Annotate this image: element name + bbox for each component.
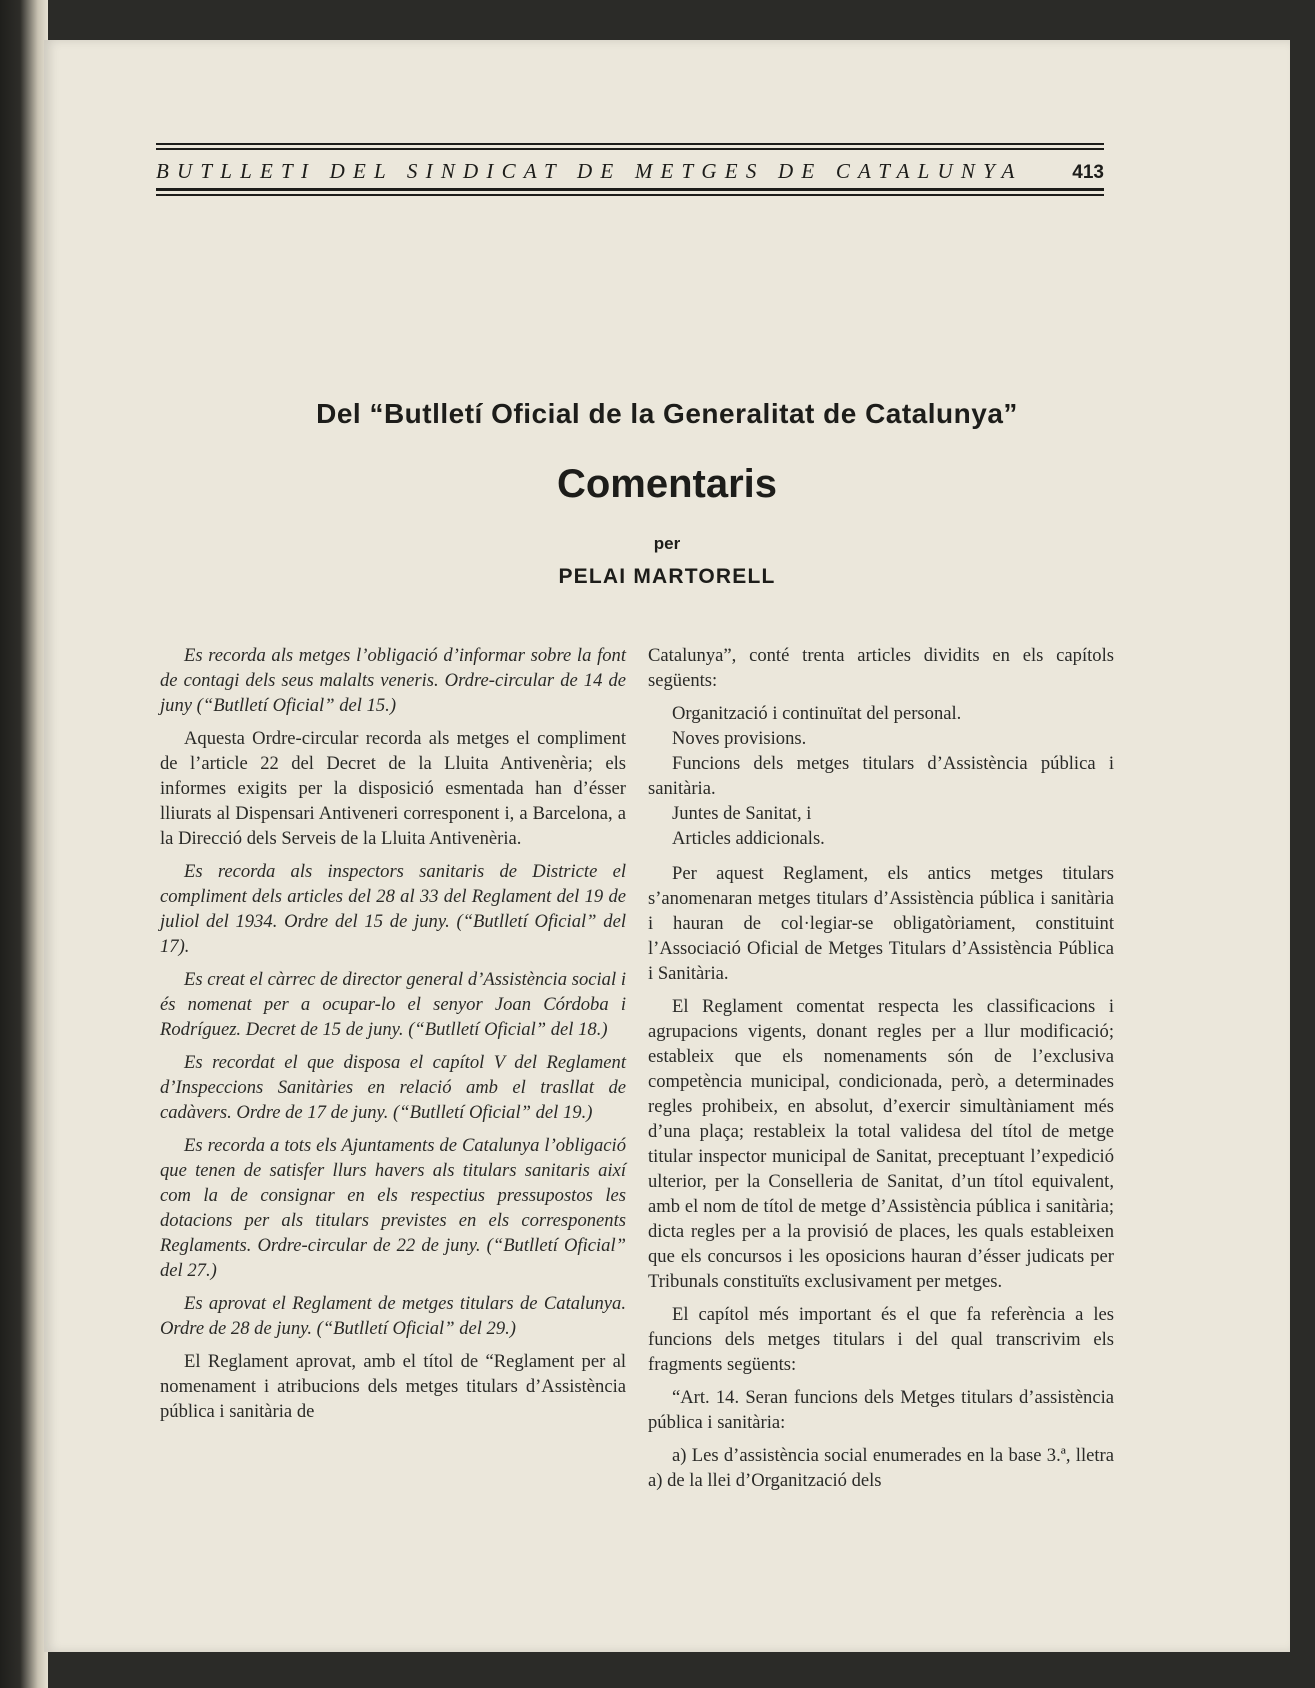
body-paragraph: Aquesta Ordre-circular recorda als metges el compliment de l’article 22 del Decret de la Lluita Antivenèria; els informes exigits per la disposició esmentada han d’ésser lliurats al Dispensari Antiveneri corresponent i, a Barcelona, a la Direcció dels Serveis de la Lluita Antivenèria. xyxy=(160,728,626,849)
byline-author: PELAI MARTORELL xyxy=(558,565,776,588)
notice-paragraph: Es creat el càrrec de director general d’Assistència social i és nomenat per a ocupar-lo el senyor Joan Córdoba i Rodríguez. Decret de 15 de juny. (“Butlletí Oficial” del 18.) xyxy=(160,969,626,1040)
header-bottom-rule xyxy=(156,188,1104,197)
body-paragraph: Catalunya”, conté trenta articles dividits en els capítols següents: xyxy=(648,645,1114,691)
body-paragraph: El capítol més important és el que fa referència a les funcions dels metges titulars i del qual transcrivim els fragments següents: xyxy=(648,1304,1114,1375)
quoted-article: “Art. 14. Seran funcions dels Metges titulars d’assistència pública i sanitària: xyxy=(648,1387,1114,1433)
notice-paragraph: Es recordat el que disposa el capítol V del Reglament d’Inspeccions Sanitàries en relació amb el trasllat de cadàvers. Ordre de 17 de juny. (“Butlletí Oficial” del 19.) xyxy=(160,1052,626,1123)
page-gutter-shadow xyxy=(0,0,48,1688)
chapter-list xyxy=(648,701,1114,851)
header-top-rule xyxy=(156,143,1104,151)
list-item: Funcions dels metges titulars d’Assistència pública i sanitària. xyxy=(648,753,1114,799)
byline-per: per xyxy=(653,534,681,553)
page-number: 413 xyxy=(1072,162,1104,183)
notice-paragraph: Es recorda a tots els Ajuntaments de Catalunya l’obligació que tenen de satisfer llurs havers als titulars sanitaris així com la de consignar en els respectius pressupostos les dotacions per als titulars previstes en els corresponents Reglaments. Ordre-circular de 22 de juny. (“Butlletí Oficial” del 27.) xyxy=(160,1135,626,1281)
list-item: Noves provisions. xyxy=(672,728,807,749)
quoted-clause: a) Les d’assistència social enumerades en la base 3.ª, lletra a) de la llei d’Organització dels xyxy=(648,1445,1114,1491)
notice-paragraph: Es recorda als metges l’obligació d’informar sobre la font de contagi dels seus malalts veneris. Ordre-circular de 14 de juny (“Butlletí Oficial” del 15.) xyxy=(160,645,626,716)
running-header xyxy=(156,143,1104,197)
journal-title: BUTLLETI DEL SINDICAT DE METGES DE CATALUNYA xyxy=(156,159,1023,183)
article-kicker: Del “Butlletí Oficial de la Generalitat de Catalunya” xyxy=(316,398,1018,429)
document-page xyxy=(44,40,1290,1652)
notice-paragraph: Es recorda als inspectors sanitaris de Districte el compliment dels articles del 28 al 33 del Reglament del 19 de juliol del 1934. Ordre del 15 de juny. (“Butlletí Oficial” del 17). xyxy=(160,861,626,957)
body-paragraph: El Reglament aprovat, amb el títol de “Reglament per al nomenament i atribucions dels metges titulars d’Assistència pública i sanitària de xyxy=(160,1351,626,1422)
body-paragraph: El Reglament comentat respecta les classificacions i agrupacions vigents, donant regles per a llur modificació; estableix que els nomenaments són de l’exclusiva competència municipal, condicionada, però, a determinades regles prohibeix, en absolut, d’exercir simultàniament més d’una plaça; restableix la total validesa del títol de metge titular inspector municipal de Sanitat, preceptuant l’expedició ulterior, per la Conselleria de Sanitat, d’un títol equivalent, amb el nom de títol de metge d’Assistència pública i sanitària; dicta regles per a la provisió de places, les quals estableixen que els concursos i les oposicions hauran d’ésser judicats per Tribunals constituïts exclusivament per metges. xyxy=(648,996,1114,1292)
list-item: Juntes de Sanitat, i xyxy=(672,803,812,824)
notice-paragraph: Es aprovat el Reglament de metges titulars de Catalunya. Ordre de 28 de juny. (“Butlletí Oficial” del 29.) xyxy=(160,1293,626,1339)
article-title: Comentaris xyxy=(556,462,778,506)
body-paragraph: Per aquest Reglament, els antics metges titulars s’anomenaran metges titulars d’Assistència pública i sanitària i hauran de col·legiar-se obligatòriament, constituint l’Associació Oficial de Metges Titulars d’Assistència Pública i Sanitària. xyxy=(648,863,1114,984)
list-item: Organització i continuïtat del personal. xyxy=(672,703,962,724)
list-item: Articles addicionals. xyxy=(672,828,825,849)
right-column xyxy=(648,643,1114,1501)
left-column xyxy=(160,643,626,1432)
